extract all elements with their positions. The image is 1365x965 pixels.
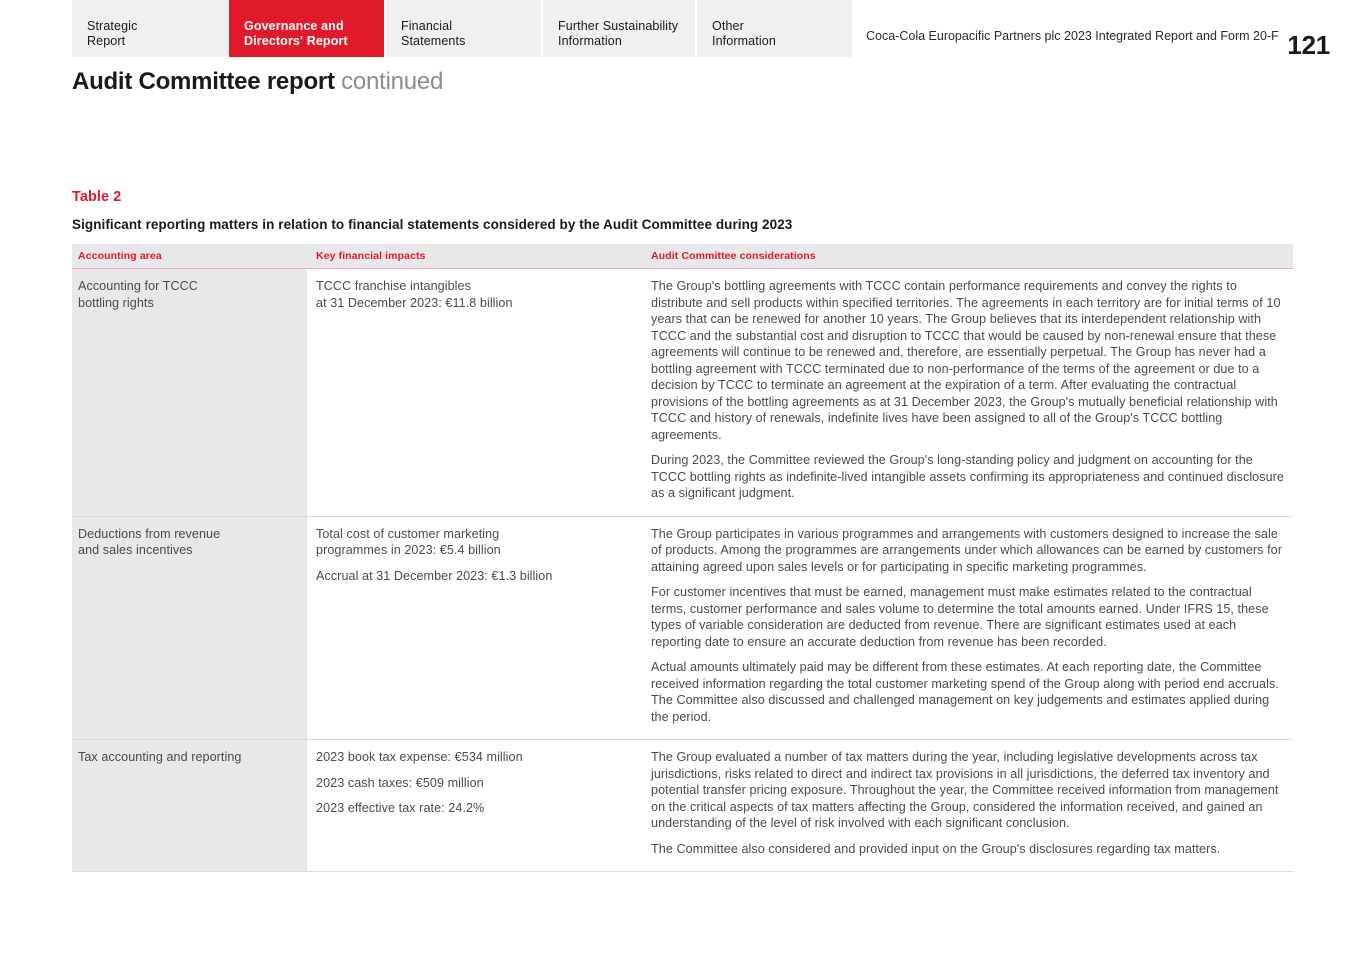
nav-tab-label-line1: Other	[712, 19, 744, 33]
table-row	[72, 740, 1293, 872]
accounting-area-line2: and sales incentives	[78, 543, 193, 557]
nav-tab-other-information[interactable]	[697, 0, 852, 57]
significant-reporting-matters-table	[72, 244, 1293, 872]
impact-item	[316, 568, 622, 585]
section-nav-bar	[0, 0, 1365, 60]
consideration-paragraph: The Group participates in various programmes and arrangements with customers designed to increase the sale of products. Among the programmes are arrangements under which allowances can be earned by customers for attaining agreed upon sales levels or for participating in specific marketing programmes.	[651, 526, 1282, 574]
table-row	[72, 516, 1293, 740]
impact-line: TCCC franchise intangibles	[316, 279, 471, 293]
table-header-row	[72, 244, 1293, 269]
consideration-paragraph: During 2023, the Committee reviewed the Group's long-standing policy and judgment on accounting for the TCCC bottling rights as indefinite-lived intangible assets confirming its appropriateness and continued disclosure as a significant judgment.	[651, 453, 1285, 500]
cell-accounting-area	[72, 516, 307, 740]
nav-tab-governance-and-directors-report[interactable]	[229, 0, 384, 57]
cell-key-financial-impacts	[307, 269, 644, 517]
impact-item: 2023 book tax expense: €534 million	[316, 750, 523, 764]
nav-tab-further-sustainability-information[interactable]	[543, 0, 695, 57]
consideration-paragraph: For customer incentives that must be earned, management must make estimates related to the contractual terms, customer performance and sales volume to determine the total amounts earned. Under IFRS 15, these types of variable consideration are deducted from revenue. There are significant estimates used at each reporting date to ensure an accurate deduction from revenue has been recorded.	[651, 585, 1269, 649]
impact-item	[316, 526, 622, 559]
impact-line: at 31 December 2023: €11.8 billion	[316, 295, 513, 310]
table-row	[72, 269, 1293, 517]
table-body	[72, 269, 1293, 872]
column-header-accounting-area: Accounting area	[72, 244, 307, 269]
cell-audit-committee-considerations	[644, 740, 1293, 872]
table-section	[72, 189, 1293, 872]
nav-tab-label-line1: Financial	[401, 19, 453, 33]
impact-line: Total cost of customer marketing	[316, 526, 500, 541]
table-head	[72, 244, 1293, 269]
column-header-key-financial-impacts: Key financial impacts	[307, 244, 644, 269]
impact-line: programmes in 2023: €5.4 billion	[316, 543, 501, 557]
page-number: 121	[1287, 30, 1330, 60]
accounting-area-line1: Accounting for TCCC	[78, 279, 198, 293]
nav-tab-label-line1: Governance and	[244, 19, 344, 33]
accounting-area-line1: Tax accounting and reporting	[78, 750, 242, 764]
accounting-area-line1: Deductions from revenue	[78, 526, 221, 541]
accounting-area-line2: bottling rights	[78, 295, 154, 310]
nav-tab-label-line2: Directors' Report	[244, 34, 348, 48]
page-title-continued: continued	[341, 68, 444, 95]
cell-key-financial-impacts	[307, 740, 644, 872]
table-caption: Significant reporting matters in relation to financial statements considered by the Audit Committee during 2023	[72, 217, 793, 232]
nav-tab-label-line2: Information	[558, 34, 622, 48]
nav-tab-label-line2: Report	[87, 34, 126, 48]
column-header-audit-committee-considerations: Audit Committee considerations	[644, 244, 1293, 269]
nav-tab-label-line1: Strategic	[87, 19, 138, 33]
cell-key-financial-impacts	[307, 516, 644, 740]
impact-item: 2023 effective tax rate: 24.2%	[316, 801, 485, 815]
page-title-main: Audit Committee report	[72, 68, 335, 95]
consideration-paragraph: The Group's bottling agreements with TCCC contain performance requirements and convey the rights to distribute and sell products within specified territories. The agreements in each territory are for initial terms of 10 years that can be renewed for another 10 years. The Group believes that its interdependent relationship with TCCC and the substantial cost and disruption to TCCC that would be caused by non-renewal ensure that these agreements will continue to be renewed and, therefore, are essentially perpetual. The Group has never had a bottling agreement with TCCC terminated due to non-performance of the terms of the agreement or due to a decision by TCCC to terminate an agreement at the expiration of a term. After evaluating the contractual provisions of the bottling agreements as at 31 December 2023, the Group's mutually beneficial relationship with TCCC and history of renewals, indefinite lives have been assigned to all of the Group's TCCC bottling agreements.	[651, 279, 1281, 442]
document-reference	[866, 0, 1279, 57]
nav-tab-strategic-report[interactable]	[72, 0, 227, 57]
nav-tab-label-line2: Information	[712, 34, 776, 48]
nav-tab-label-line2: Statements	[401, 34, 466, 48]
cell-accounting-area	[72, 740, 307, 872]
impact-line: Accrual at 31 December 2023: €1.3 billion	[316, 568, 553, 583]
impact-item	[316, 278, 622, 311]
consideration-paragraph: Actual amounts ultimately paid may be different from these estimates. At each reporting date, the Committee received information regarding the total customer marketing spend of the Group along with period end accruals. The Committee also discussed and challenged management on key judgements and estimates applied during the period.	[651, 660, 1279, 724]
impact-item: 2023 cash taxes: €509 million	[316, 775, 484, 790]
cell-audit-committee-considerations	[644, 516, 1293, 740]
nav-tab-financial-statements[interactable]	[386, 0, 541, 57]
document-reference-line1: Coca-Cola Europacific Partners plc	[866, 29, 1061, 43]
cell-audit-committee-considerations	[644, 269, 1293, 517]
table-label: Table 2	[72, 189, 122, 205]
consideration-paragraph: The Committee also considered and provided input on the Group's disclosures regarding tax matters.	[651, 841, 1221, 856]
cell-accounting-area	[72, 269, 307, 517]
page-title	[72, 68, 1365, 96]
nav-tab-label-line1: Further Sustainability	[558, 19, 679, 33]
document-reference-line2: 2023 Integrated Report and Form 20-F	[1064, 29, 1279, 43]
consideration-paragraph: The Group evaluated a number of tax matters during the year, including legislative developments across tax jurisdictions, risks related to direct and indirect tax provisions in all jurisdictions, the deferred tax inventory and potential transfer pricing exposure. Throughout the year, the Committee received information from management on the critical aspects of tax matters affecting the Group, considered the information received, and gained an understanding of the level of risk involved with each significant conclusion.	[651, 750, 1279, 830]
